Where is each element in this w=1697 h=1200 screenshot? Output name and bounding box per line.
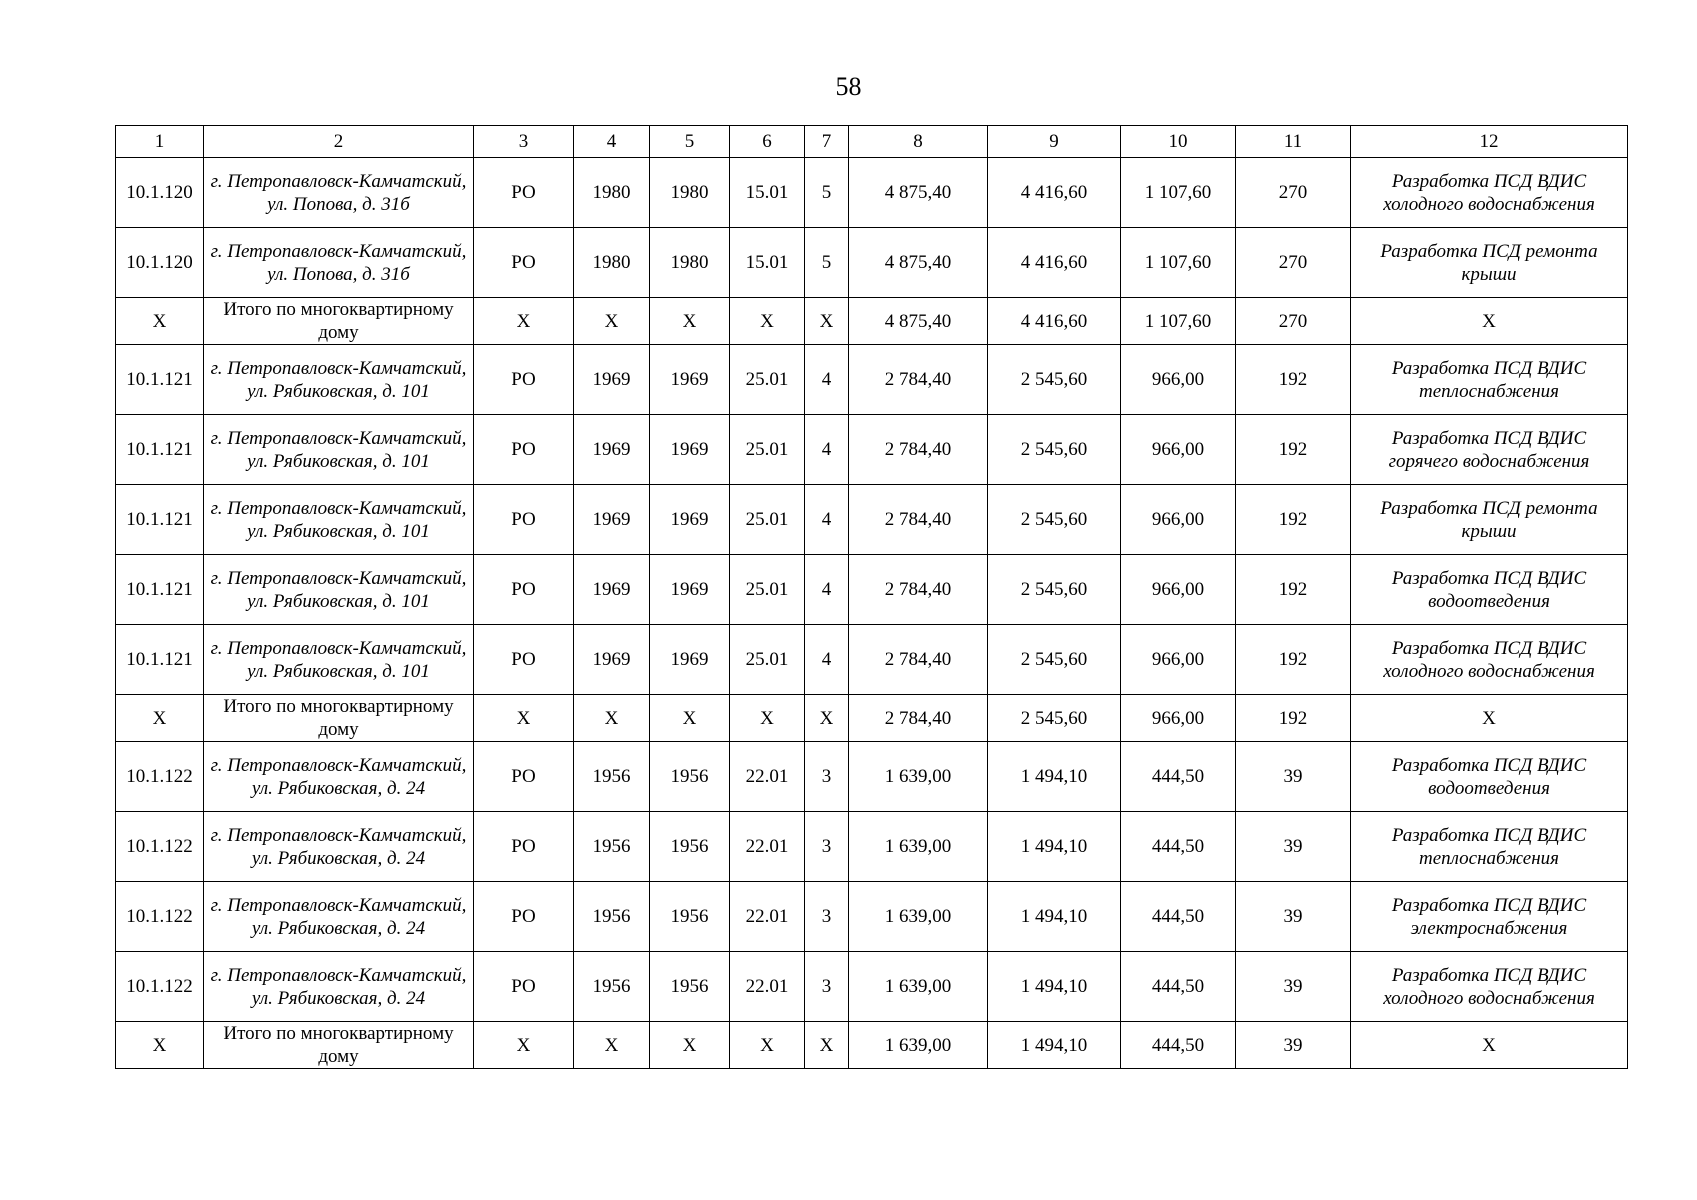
build-year-cell: 1980 — [574, 228, 650, 298]
table-row — [116, 882, 1628, 952]
item-code-cell: Х — [116, 298, 204, 345]
column-number: 12 — [1351, 126, 1628, 158]
column-number: 9 — [988, 126, 1121, 158]
residential-area-cell: 4 416,60 — [988, 158, 1121, 228]
build-year-cell: 1956 — [574, 952, 650, 1022]
residential-area-cell: 2 545,60 — [988, 555, 1121, 625]
nonresidential-area-cell: 444,50 — [1121, 1022, 1236, 1069]
total-area-cell: 4 875,40 — [849, 228, 988, 298]
column-number: 7 — [805, 126, 849, 158]
owner-type-cell: РО — [474, 415, 574, 485]
wall-code-cell: Х — [730, 298, 805, 345]
work-type-cell: Разработка ПСД ВДИС холодного водоснабжения — [1351, 158, 1628, 228]
address-cell: г. Петропавловск-Камчатский, ул. Рябиковская, д. 101 — [204, 625, 474, 695]
residents-cell: 39 — [1236, 742, 1351, 812]
commission-year-cell: 1969 — [650, 485, 730, 555]
column-number: 10 — [1121, 126, 1236, 158]
work-type-cell: Разработка ПСД ВДИС электроснабжения — [1351, 882, 1628, 952]
floors-cell: 3 — [805, 812, 849, 882]
wall-code-cell: Х — [730, 695, 805, 742]
owner-type-cell: РО — [474, 485, 574, 555]
floors-cell: 3 — [805, 882, 849, 952]
page-number: 58 — [835, 72, 862, 101]
residents-cell: 39 — [1236, 812, 1351, 882]
residents-cell: 270 — [1236, 298, 1351, 345]
column-number: 5 — [650, 126, 730, 158]
build-year-cell: 1980 — [574, 158, 650, 228]
build-year-cell: 1956 — [574, 742, 650, 812]
table-row — [116, 228, 1628, 298]
wall-code-cell: 25.01 — [730, 625, 805, 695]
work-type-cell: Разработка ПСД ВДИС теплоснабжения — [1351, 812, 1628, 882]
table-row — [116, 555, 1628, 625]
commission-year-cell: 1969 — [650, 555, 730, 625]
owner-type-cell: Х — [474, 695, 574, 742]
wall-code-cell: 22.01 — [730, 952, 805, 1022]
owner-type-cell: РО — [474, 882, 574, 952]
total-area-cell: 2 784,40 — [849, 485, 988, 555]
work-type-cell: Разработка ПСД ВДИС холодного водоснабжения — [1351, 952, 1628, 1022]
owner-type-cell: Х — [474, 298, 574, 345]
item-code-cell: 10.1.120 — [116, 228, 204, 298]
commission-year-cell: 1956 — [650, 952, 730, 1022]
residents-cell: 192 — [1236, 415, 1351, 485]
owner-type-cell: РО — [474, 228, 574, 298]
table-row — [116, 952, 1628, 1022]
table-row — [116, 158, 1628, 228]
build-year-cell: 1969 — [574, 345, 650, 415]
build-year-cell: Х — [574, 298, 650, 345]
work-type-cell: Разработка ПСД ремонта крыши — [1351, 485, 1628, 555]
item-code-cell: 10.1.121 — [116, 415, 204, 485]
item-code-cell: Х — [116, 1022, 204, 1069]
commission-year-cell: Х — [650, 695, 730, 742]
total-area-cell: 1 639,00 — [849, 1022, 988, 1069]
address-cell: г. Петропавловск-Камчатский, ул. Рябиковская, д. 101 — [204, 485, 474, 555]
address-cell: г. Петропавловск-Камчатский, ул. Рябиковская, д. 101 — [204, 415, 474, 485]
address-cell: г. Петропавловск-Камчатский, ул. Рябиковская, д. 24 — [204, 742, 474, 812]
residential-area-cell: 4 416,60 — [988, 298, 1121, 345]
nonresidential-area-cell: 1 107,60 — [1121, 298, 1236, 345]
table-row — [116, 415, 1628, 485]
total-area-cell: 2 784,40 — [849, 345, 988, 415]
build-year-cell: 1969 — [574, 555, 650, 625]
column-number: 2 — [204, 126, 474, 158]
item-code-cell: 10.1.121 — [116, 345, 204, 415]
work-type-cell: Разработка ПСД ВДИС водоотведения — [1351, 555, 1628, 625]
work-type-cell: Разработка ПСД ВДИС холодного водоснабжения — [1351, 625, 1628, 695]
total-area-cell: 2 784,40 — [849, 625, 988, 695]
total-area-cell: 2 784,40 — [849, 695, 988, 742]
total-row — [116, 695, 1628, 742]
work-type-cell: Разработка ПСД ВДИС водоотведения — [1351, 742, 1628, 812]
floors-cell: 4 — [805, 555, 849, 625]
nonresidential-area-cell: 1 107,60 — [1121, 228, 1236, 298]
wall-code-cell: 22.01 — [730, 882, 805, 952]
column-number: 11 — [1236, 126, 1351, 158]
column-number: 1 — [116, 126, 204, 158]
column-number: 3 — [474, 126, 574, 158]
residents-cell: 192 — [1236, 485, 1351, 555]
residential-area-cell: 2 545,60 — [988, 415, 1121, 485]
address-cell: Итого по многоквартирному дому — [204, 1022, 474, 1069]
total-area-cell: 1 639,00 — [849, 742, 988, 812]
total-row — [116, 298, 1628, 345]
item-code-cell: 10.1.121 — [116, 555, 204, 625]
wall-code-cell: 22.01 — [730, 812, 805, 882]
wall-code-cell: 25.01 — [730, 415, 805, 485]
floors-cell: 4 — [805, 485, 849, 555]
residential-area-cell: 2 545,60 — [988, 695, 1121, 742]
item-code-cell: 10.1.122 — [116, 812, 204, 882]
commission-year-cell: Х — [650, 1022, 730, 1069]
item-code-cell: 10.1.122 — [116, 882, 204, 952]
total-area-cell: 1 639,00 — [849, 882, 988, 952]
commission-year-cell: 1956 — [650, 742, 730, 812]
commission-year-cell: 1969 — [650, 415, 730, 485]
table-row — [116, 812, 1628, 882]
nonresidential-area-cell: 444,50 — [1121, 812, 1236, 882]
residential-area-cell: 4 416,60 — [988, 228, 1121, 298]
wall-code-cell: 15.01 — [730, 228, 805, 298]
wall-code-cell: 25.01 — [730, 555, 805, 625]
work-type-cell: Х — [1351, 695, 1628, 742]
column-number: 8 — [849, 126, 988, 158]
floors-cell: 5 — [805, 158, 849, 228]
nonresidential-area-cell: 1 107,60 — [1121, 158, 1236, 228]
owner-type-cell: РО — [474, 952, 574, 1022]
build-year-cell: 1969 — [574, 625, 650, 695]
build-year-cell: Х — [574, 695, 650, 742]
residents-cell: 39 — [1236, 882, 1351, 952]
residential-area-cell: 2 545,60 — [988, 345, 1121, 415]
address-cell: г. Петропавловск-Камчатский, ул. Попова, д. 31б — [204, 228, 474, 298]
total-area-cell: 2 784,40 — [849, 415, 988, 485]
commission-year-cell: 1969 — [650, 625, 730, 695]
residential-area-cell: 2 545,60 — [988, 625, 1121, 695]
residential-area-cell: 1 494,10 — [988, 1022, 1121, 1069]
residential-area-cell: 1 494,10 — [988, 882, 1121, 952]
nonresidential-area-cell: 444,50 — [1121, 882, 1236, 952]
wall-code-cell: 25.01 — [730, 485, 805, 555]
residents-cell: 270 — [1236, 158, 1351, 228]
floors-cell: Х — [805, 1022, 849, 1069]
commission-year-cell: 1980 — [650, 158, 730, 228]
address-cell: г. Петропавловск-Камчатский, ул. Рябиковская, д. 101 — [204, 555, 474, 625]
registry-table — [115, 125, 1628, 1069]
address-cell: г. Петропавловск-Камчатский, ул. Рябиковская, д. 101 — [204, 345, 474, 415]
residential-area-cell: 2 545,60 — [988, 485, 1121, 555]
commission-year-cell: 1956 — [650, 812, 730, 882]
floors-cell: Х — [805, 298, 849, 345]
address-cell: г. Петропавловск-Камчатский, ул. Рябиковская, д. 24 — [204, 952, 474, 1022]
nonresidential-area-cell: 966,00 — [1121, 415, 1236, 485]
nonresidential-area-cell: 966,00 — [1121, 555, 1236, 625]
owner-type-cell: РО — [474, 345, 574, 415]
commission-year-cell: Х — [650, 298, 730, 345]
residents-cell: 192 — [1236, 695, 1351, 742]
wall-code-cell: 25.01 — [730, 345, 805, 415]
item-code-cell: Х — [116, 695, 204, 742]
residents-cell: 39 — [1236, 1022, 1351, 1069]
column-number-row — [116, 126, 1628, 158]
item-code-cell: 10.1.122 — [116, 742, 204, 812]
commission-year-cell: 1980 — [650, 228, 730, 298]
work-type-cell: Разработка ПСД ВДИС горячего водоснабжения — [1351, 415, 1628, 485]
total-area-cell: 2 784,40 — [849, 555, 988, 625]
item-code-cell: 10.1.121 — [116, 485, 204, 555]
commission-year-cell: 1956 — [650, 882, 730, 952]
owner-type-cell: РО — [474, 158, 574, 228]
floors-cell: 4 — [805, 625, 849, 695]
item-code-cell: 10.1.122 — [116, 952, 204, 1022]
residents-cell: 192 — [1236, 345, 1351, 415]
build-year-cell: 1956 — [574, 812, 650, 882]
residential-area-cell: 1 494,10 — [988, 742, 1121, 812]
floors-cell: 5 — [805, 228, 849, 298]
address-cell: г. Петропавловск-Камчатский, ул. Рябиковская, д. 24 — [204, 882, 474, 952]
floors-cell: 4 — [805, 415, 849, 485]
table-row — [116, 742, 1628, 812]
owner-type-cell: РО — [474, 812, 574, 882]
total-area-cell: 1 639,00 — [849, 952, 988, 1022]
total-area-cell: 4 875,40 — [849, 158, 988, 228]
floors-cell: Х — [805, 695, 849, 742]
work-type-cell: Х — [1351, 1022, 1628, 1069]
floors-cell: 3 — [805, 742, 849, 812]
item-code-cell: 10.1.120 — [116, 158, 204, 228]
wall-code-cell: 22.01 — [730, 742, 805, 812]
floors-cell: 4 — [805, 345, 849, 415]
owner-type-cell: РО — [474, 555, 574, 625]
commission-year-cell: 1969 — [650, 345, 730, 415]
registry-body — [116, 158, 1628, 1069]
table-row — [116, 485, 1628, 555]
address-cell: г. Петропавловск-Камчатский, ул. Попова, д. 31б — [204, 158, 474, 228]
total-area-cell: 4 875,40 — [849, 298, 988, 345]
nonresidential-area-cell: 444,50 — [1121, 742, 1236, 812]
column-number: 6 — [730, 126, 805, 158]
address-cell: Итого по многоквартирному дому — [204, 695, 474, 742]
residents-cell: 39 — [1236, 952, 1351, 1022]
nonresidential-area-cell: 966,00 — [1121, 695, 1236, 742]
floors-cell: 3 — [805, 952, 849, 1022]
build-year-cell: 1956 — [574, 882, 650, 952]
work-type-cell: Разработка ПСД ремонта крыши — [1351, 228, 1628, 298]
column-number: 4 — [574, 126, 650, 158]
nonresidential-area-cell: 966,00 — [1121, 625, 1236, 695]
table-row — [116, 345, 1628, 415]
nonresidential-area-cell: 966,00 — [1121, 345, 1236, 415]
total-row — [116, 1022, 1628, 1069]
owner-type-cell: РО — [474, 742, 574, 812]
nonresidential-area-cell: 966,00 — [1121, 485, 1236, 555]
build-year-cell: 1969 — [574, 415, 650, 485]
residential-area-cell: 1 494,10 — [988, 952, 1121, 1022]
total-area-cell: 1 639,00 — [849, 812, 988, 882]
item-code-cell: 10.1.121 — [116, 625, 204, 695]
work-type-cell: Разработка ПСД ВДИС теплоснабжения — [1351, 345, 1628, 415]
owner-type-cell: Х — [474, 1022, 574, 1069]
table-row — [116, 625, 1628, 695]
owner-type-cell: РО — [474, 625, 574, 695]
work-type-cell: Х — [1351, 298, 1628, 345]
residential-area-cell: 1 494,10 — [988, 812, 1121, 882]
wall-code-cell: Х — [730, 1022, 805, 1069]
residents-cell: 192 — [1236, 625, 1351, 695]
residents-cell: 270 — [1236, 228, 1351, 298]
wall-code-cell: 15.01 — [730, 158, 805, 228]
nonresidential-area-cell: 444,50 — [1121, 952, 1236, 1022]
build-year-cell: 1969 — [574, 485, 650, 555]
address-cell: Итого по многоквартирному дому — [204, 298, 474, 345]
address-cell: г. Петропавловск-Камчатский, ул. Рябиковская, д. 24 — [204, 812, 474, 882]
residents-cell: 192 — [1236, 555, 1351, 625]
build-year-cell: Х — [574, 1022, 650, 1069]
